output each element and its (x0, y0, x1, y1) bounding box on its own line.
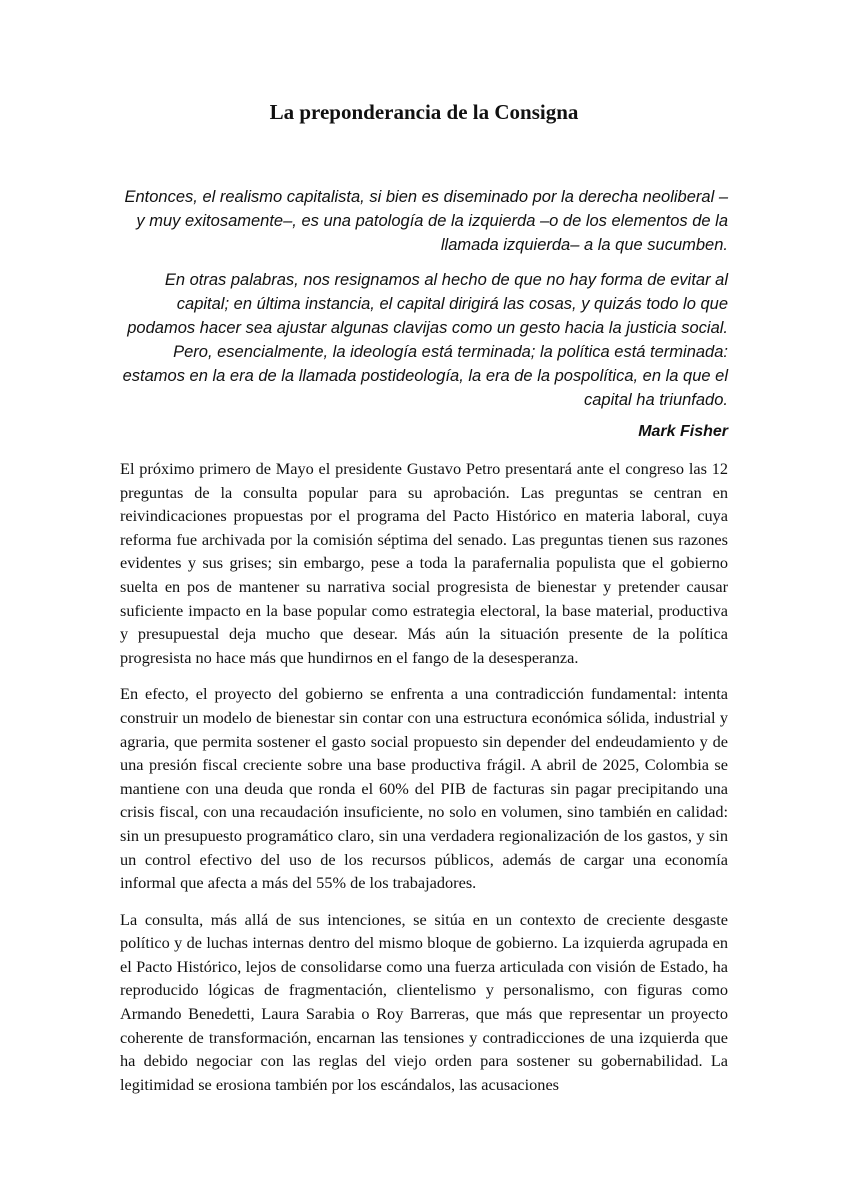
document-title: La preponderancia de la Consigna (269, 100, 579, 124)
body-paragraph: En efecto, el proyecto del gobierno se enfrenta a una contradicción fundamental: intenta construir un modelo de bienestar sin contar con una estructura económica sólida, industrial y agraria, que permita sostener el gasto social propuesto sin depender del endeudamiento y de una presión fiscal creciente sobre una base productiva frágil. A abril de 2025, Colombia se mantiene con una deuda que ronda el 60% del PIB de facturas sin pagar precipitando una crisis fiscal, con una recaudación insuficiente, no solo en volumen, sino también en calidad: sin un presupuesto programático claro, sin una verdadera regionalización de los gastos, y sin un control efectivo del uso de los recursos públicos, además de cargar una economía informal que afecta a más del 55% de los trabajadores. (120, 684, 728, 893)
body-text (120, 457, 728, 1096)
body-paragraph: La consulta, más allá de sus intenciones, se sitúa en un contexto de creciente desgaste político y de luchas internas dentro del mismo bloque de gobierno. La izquierda agrupada en el Pacto Histórico, lejos de consolidarse como una fuerza articulada con visión de Estado, ha reproducido lógicas de fragmentación, clientelismo y personalismo, con figuras como Armando Benedetti, Laura Sarabia o Roy Barreras, que más que representar un proyecto coherente de transformación, encarnan las tensiones y contradicciones de una izquierda que ha debido negociar con las reglas del viejo orden para sostener su gobernabilidad. La legitimidad se erosiona también por los escándalos, las acusaciones (120, 909, 728, 1094)
epigraph-author: Mark Fisher (638, 423, 728, 440)
epigraph (120, 185, 728, 412)
epigraph-paragraph: En otras palabras, nos resignamos al hecho de que no hay forma de evitar al capital; en última instancia, el capital dirigirá las cosas, y quizás todo lo que podamos hacer sea ajustar algunas clavijas como un gesto hacia la justicia social. Pero, esencialmente, la ideología está terminada; la política está terminada: estamos en la era de la llamada postideología, la era de la pospolítica, en la que el capital ha triunfado. (122, 271, 728, 409)
epigraph-paragraph: Entonces, el realismo capitalista, si bien es diseminado por la derecha neoliberal –y muy exitosamente–, es una patología de la izquierda –o de los elementos de la llamada izquierda– a la que sucumben. (124, 188, 728, 254)
body-paragraph: El próximo primero de Mayo el presidente Gustavo Petro presentará ante el congreso las 12 preguntas de la consulta popular para su aprobación. Las preguntas se centran en reivindicaciones propuestas por el programa del Pacto Histórico en materia laboral, cuya reforma fue archivada por la comisión séptima del senado. Las preguntas tienen sus razones evidentes y sus grises; sin embargo, pese a toda la parafernalia populista que el gobierno suelta en pos de mantener su narrativa social progresista de bienestar y pretender causar suficiente impacto en la base popular como estrategia electoral, la base material, productiva y presupuestal deja mucho que desear. Más aún la situación presente de la política progresista no hace más que hundirnos en el fango de la desesperanza. (120, 459, 728, 667)
